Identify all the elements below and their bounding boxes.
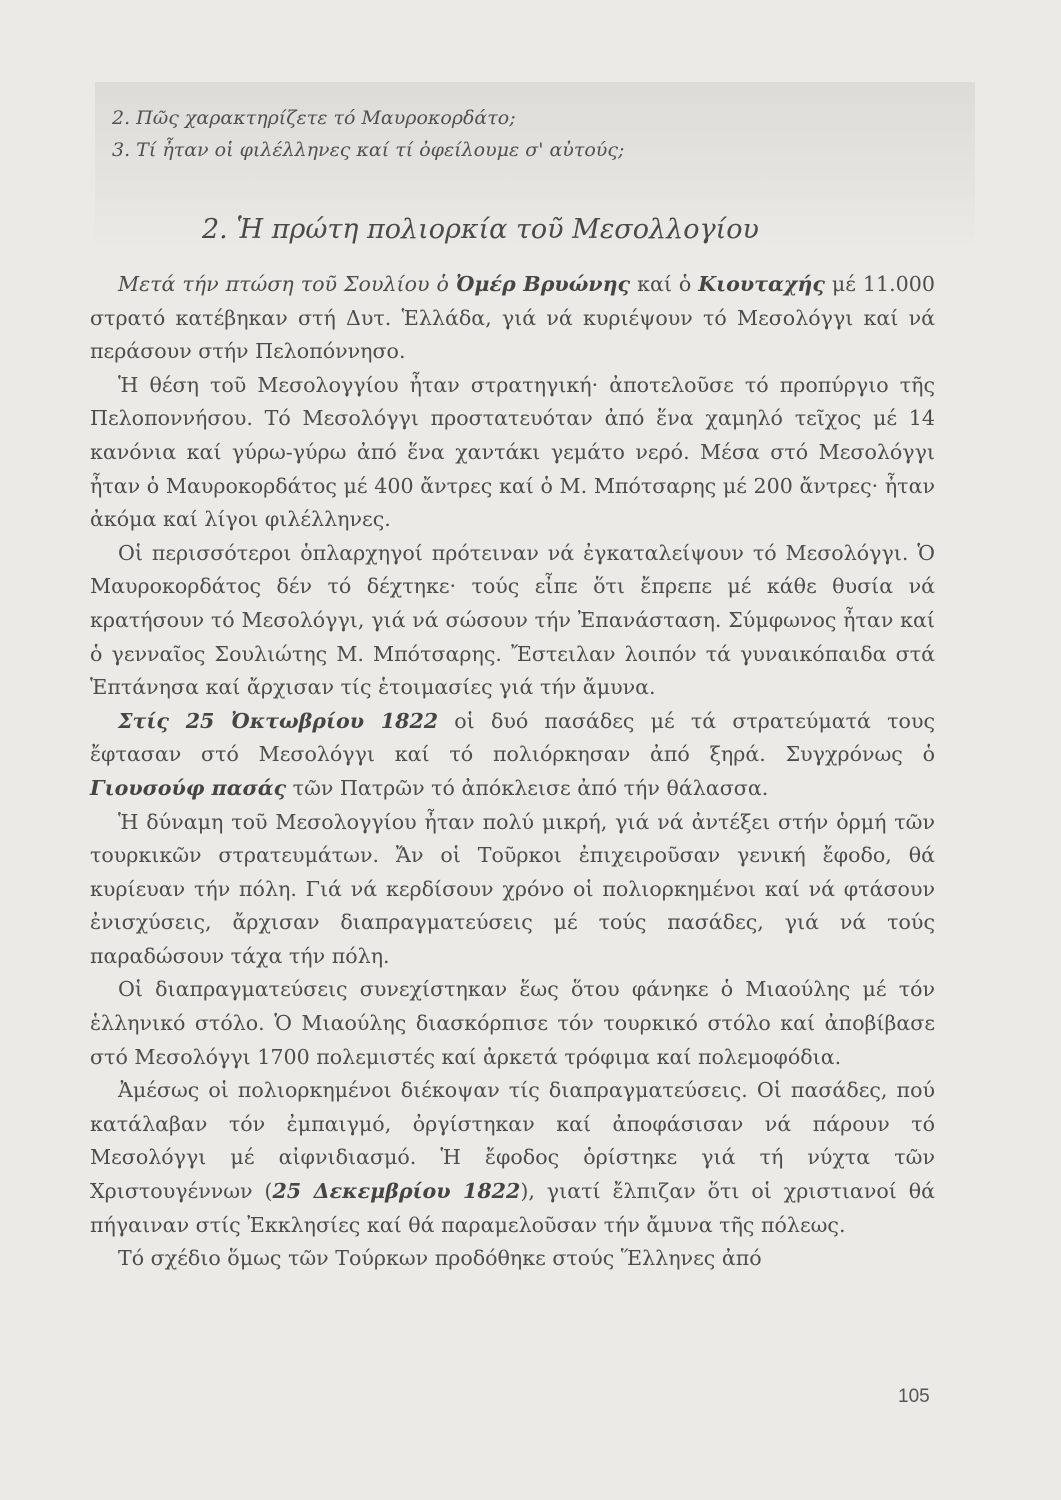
paragraph-6: Οἱ διαπραγματεύσεις συνεχίστηκαν ἕως ὅτου φάνηκε ὁ Μιαούλης μέ τόν ἑλληνικό στόλο. Ὁ Μιαούλης διασκόρπισε τόν τουρκικό στόλο καί ἀποβίβασε στό Μεσολόγγι 1700 πολεμιστές καί ἀρκετά τρόφιμα καί πολεμοφόδια. (90, 977, 935, 1069)
review-questions (112, 102, 952, 166)
paragraph-7 (90, 1074, 935, 1242)
paragraph-1-intro: Μετά τήν πτώση τοῦ Σουλίου ὁ (118, 272, 456, 296)
paragraph-4-text: οἱ δυό πασάδες μέ τά στρατεύματά τους ἔφτασαν στό Μεσολόγγι καί τό πολιόρκησαν ἀπό ξηρά. Συγχρόνως ὁ (90, 708, 935, 767)
date-25-december-1822: 25 Δεκεμβρίου 1822 (272, 1179, 521, 1204)
paragraph-3: Οἱ περισσότεροι ὁπλαρχηγοί πρότειναν νά ἐγκαταλείψουν τό Μεσολόγγι. Ὁ Μαυροκορδάτος δέν τό δέχτηκε· τούς εἶπε ὅτι ἔπρεπε μέ κάθε θυσία νά κρατήσουν τό Μεσολόγγι, γιά νά σώσουν τήν Ἐπανάσταση. Σύμφωνος ἦταν καί ὁ γενναῖος Σουλιώτης Μ. Μπότσαρης. Ἔστειλαν λοιπόν τά γυναικόπαιδα στά Ἑπτάνησα καί ἄρχισαν τίς ἑτοιμασίες γιά τήν ἄμυνα. (90, 540, 935, 700)
chapter-title: 2. Ἡ πρώτη πολιορκία τοῦ Μεσολλογίου (202, 214, 759, 245)
question-3: 3. Τί ἦταν οἱ φιλέλληνες καί τί ὀφείλουμε σ' αὐτούς; (112, 139, 625, 161)
chapter-body (90, 268, 935, 1276)
question-2: 2. Πῶς χαρακτηρίζετε τό Μαυροκορδάτο; (112, 107, 516, 129)
paragraph-4 (90, 705, 935, 806)
paragraph-4-rest: τῶν Πατρῶν τό ἀπόκλεισε ἀπό τήν θάλασσα. (286, 775, 769, 800)
paragraph-7-text: Ἀμέσως οἱ πολιορκημένοι διέκοψαν τίς διαπραγματεύσεις. Οἱ πασάδες, πού κατάλαβαν τόν ἐμπαιγμό, ὀργίστηκαν καί ἀποφάσισαν νά πάρουν τό Μεσολόγγι μέ αἰφνιδιασμό. Ἡ ἔφοδος ὁρίστηκε γιά τή νύχτα τῶν Χριστουγέννων ( (90, 1078, 935, 1204)
paragraph-5: Ἡ δύναμη τοῦ Μεσολογγίου ἦταν πολύ μικρή, γιά νά ἀντέξει στήν ὁρμή τῶν τουρκικῶν στρατευμάτων. Ἄν οἱ Τοῦρκοι ἐπιχειροῦσαν γενική ἔφοδο, θά κυρίευαν τήν πόλη. Γιά νά κερδίσουν χρόνο οἱ πολιορκημένοι καί νά φτάσουν ἐνισχύσεις, ἄρχισαν διαπραγματεύσεις μέ τούς πασάδες, γιά νά τούς παραδώσουν τάχα τήν πόλη. (90, 809, 935, 968)
paragraph-1-conj: καί ὁ (630, 272, 699, 296)
paragraph-8: Τό σχέδιο ὅμως τῶν Τούρκων προδόθηκε στούς Ἕλληνες ἀπό (118, 1246, 762, 1271)
name-giousouf-pasha: Γιουσούφ πασάς (90, 775, 287, 800)
paragraph-1-rest: μέ 11.000 στρατό κατέβηκαν στή Δυτ. Ἑλλάδα, γιά νά κυριέψουν τό Μεσολόγγι καί νά περάσουν στήν Πελοπόννησο. (90, 272, 935, 364)
paragraph-1 (90, 268, 935, 369)
date-25-october-1822: Στίς 25 Ὀκτωβρίου 1822 (118, 708, 439, 733)
paragraph-2: Ἡ θέση τοῦ Μεσολογγίου ἦταν στρατηγική· ἀποτελοῦσε τό προπύργιο τῆς Πελοποννήσου. Τό Μεσολόγγι προστατευόταν ἀπό ἕνα χαμηλό τεῖχος μέ 14 κανόνια καί γύρω-γύρω ἀπό ἕνα χαντάκι γεμάτο νερό. Μέσα στό Μεσολόγγι ἦταν ὁ Μαυροκορδάτος μέ 400 ἄντρες καί ὁ Μ. Μπότσαρης μέ 200 ἄντρες· ἦταν ἀκόμα καί λίγοι φιλέλληνες. (90, 372, 935, 532)
name-kioutachis: Κιουταχής (698, 272, 825, 296)
paragraph-7-rest: ), γιατί ἔλπιζαν ὅτι οἱ χριστιανοί θά πήγαιναν στίς Ἐκκλησίες καί θά παραμελοῦσαν τήν ἄμυνα τῆς πόλεως. (90, 1179, 935, 1237)
page-number: 105 (898, 1386, 930, 1407)
name-omer-vryonis: Ὀμέρ Βρυώνης (455, 272, 631, 296)
